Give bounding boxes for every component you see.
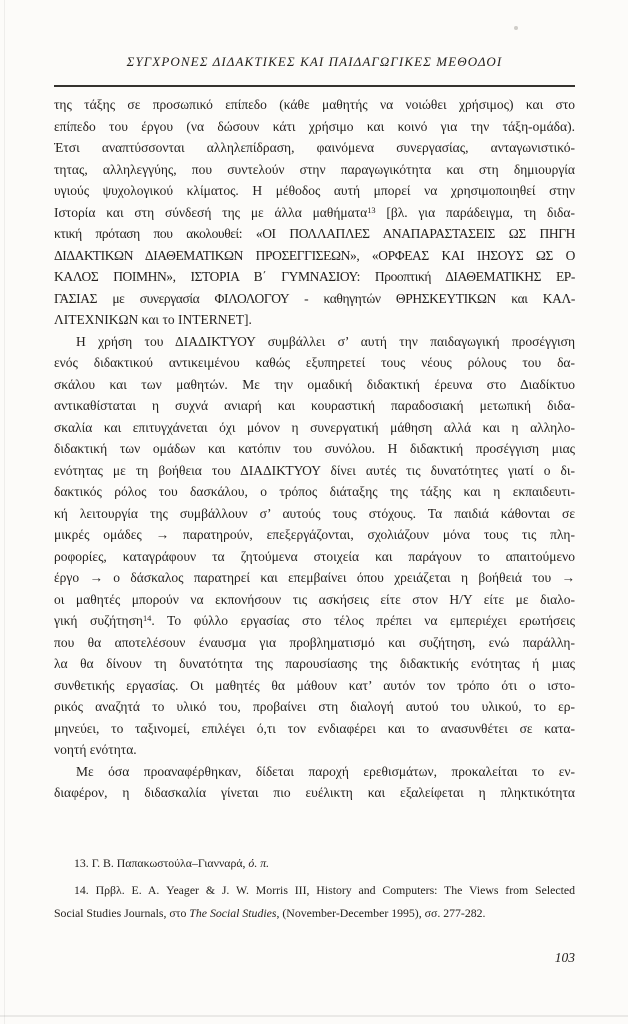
footnote-text: The Social Studies: [189, 906, 277, 920]
body-line: [54, 524, 575, 546]
body-text: ροφορίες, καταγράφουν τα ζητούμενα στοιχεία και παράγουν το απαιτούμενο: [54, 548, 575, 564]
footnote-line: [54, 902, 575, 925]
body-text: Έτσι αναπτύσσονται αλληλεπίδραση, φαινόμενα συνεργασίας, ανταγωνιστικό-: [54, 140, 575, 155]
footnote-ref: 14: [142, 614, 152, 624]
body-text: ΚΑΛΟΣ ΠΟΙΜΗΝ», ΙΣΤΟΡΙΑ Β΄ ΓΥΜΝΑΣΙΟΥ: Προοπτική ΔΙΑΘΕΜΑΤΙΚΗΣ ΕΡ-: [54, 269, 575, 284]
body-line: [54, 94, 575, 116]
body-text: της τάξης σε προσωπικό επίπεδο (κάθε μαθητής να νοιώθει χρήσιμος) και στο: [54, 97, 575, 112]
body-text: . Το φύλλο εργασίας στο τέλος πρέπει να εμπεριέχει ερωτήσεις: [151, 613, 575, 628]
body-line: [54, 352, 575, 374]
footnote-ref: 13: [367, 205, 376, 215]
body-line: [54, 589, 575, 611]
body-text: κτική πρόταση που ακολουθεί: «ΟΙ ΠΟΛΛΑΠΛΕΣ ΑΝΑΠΑΡΑΣΤΑΣΕΙΣ ΩΣ ΠΗΓΗ: [54, 226, 575, 241]
body-line: [54, 374, 575, 396]
body-text: αντικαθίσταται η συχνά ανιαρή και κουραστική παραδοσιακή μετωπική διδα-: [54, 398, 575, 413]
body-line: [54, 266, 575, 288]
page-number: 103: [554, 950, 575, 965]
body-line: [54, 610, 575, 632]
body-text: που θα αποτελέσουν έναυσμα για προβληματισμό και συζήτηση, ενώ παράλλη-: [54, 634, 575, 650]
footnote-text: , (November-December 1995), σσ. 277-282.: [276, 906, 486, 920]
body-line: [54, 331, 575, 353]
body-text: γική συζήτηση: [54, 613, 143, 628]
body-line: [54, 481, 575, 503]
scan-speck: [514, 26, 518, 30]
body-text: νοητή ενότητα.: [54, 742, 137, 757]
body-text: Με όσα προαναφέρθηκαν, δίδεται παροχή ερεθισμάτων, προκαλείται το εν-: [76, 763, 575, 779]
body-text: υγιούς ψυχολογικού κλίματος. Η μέθοδος αυτή μπορεί να χρησιμοποιηθεί στην: [54, 183, 575, 198]
body-line: [54, 395, 575, 417]
body-text: σκαλία και επιτυγχάνεται όχι μόνον η συνεργατική μάθηση αλλά και η αλληλο-: [54, 419, 575, 435]
body-line: [54, 503, 575, 525]
body-text: διδακτική των ομάδων και κατόπιν του συνόλου. Η διδακτική προσέγγιση μιας: [54, 441, 575, 456]
body-line: [54, 288, 575, 310]
body-text: Ιστορία και στη σύνδεσή της με άλλα μαθήματα: [54, 204, 368, 220]
body-text: ενότητας με τη βοήθεια του ΔΙΑΔΙΚΤΥΟΥ δίνει αυτές τις δυνατότητες γιατί ο δι-: [54, 462, 575, 478]
body-line: [54, 137, 575, 159]
scan-edge-left: [4, 0, 5, 1024]
header-rule: [54, 85, 575, 87]
body-text: ρικός αναζητά το υλικό του, προβαίνει στη διαλογή αυτού του υλικού, το ερ-: [54, 699, 575, 714]
body-line: [54, 761, 575, 783]
footnotes-block: [54, 852, 575, 925]
body-text: ενός διδακτικού αντικειμένου καθώς εξυπηρετεί τους νέους ρόλους του δα-: [54, 355, 575, 370]
body-line: [54, 567, 575, 589]
body-text: Η χρήση του ΔΙΑΔΙΚΤΥΟΥ συμβάλλει σ’ αυτή την παιδαγωγική προσέγγιση: [76, 333, 575, 349]
body-text: οι μαθητές μπορούν να εκπονήσουν τις ασκήσεις είτε στον Η/Υ είτε με διαλο-: [54, 591, 575, 607]
body-line: [54, 739, 575, 761]
body-text: ΛΙΤΕΧΝΙΚΩΝ και το INTERNET].: [54, 312, 252, 327]
body-text-block: [54, 94, 575, 804]
body-line: [54, 460, 575, 482]
body-line: [54, 675, 575, 697]
body-line: [54, 417, 575, 439]
footnote-text: Social Studies Journals, στο: [54, 906, 190, 920]
body-text: διαφέρον, η διδασκαλία γίνεται πιο ευέλικτη και εξαλείφεται η πληκτικότητα: [54, 785, 575, 800]
body-line: [54, 116, 575, 138]
body-text: συνθετικής εργασίας. Οι μαθητές θα μάθουν κατ’ αυτόν τον τρόπο ότι ο ιστο-: [54, 677, 575, 693]
body-line: [54, 632, 575, 654]
body-text: μικρές ομάδες → παρατηρούν, επεξεργάζονται, σχολιάζουν μόνα τους τις πλη-: [54, 527, 575, 542]
body-text: λα θα δίνουν τη δυνατότητα της παρουσίασης της διδακτικής ενότητας ή μιας: [54, 656, 575, 671]
body-text: κή λειτουργία της συμβάλλουν σ’ αυτούς τους στόχους. Τα παιδιά κάθονται σε: [54, 505, 575, 521]
body-text: [βλ. για παράδειγμα, τη διδα-: [375, 204, 575, 220]
body-line: [54, 159, 575, 181]
body-text: μηνεύει, το ταξινομεί, επιλέγει ό,τι τον ενδιαφέρει και το ανασυνθέτει σε κατα-: [54, 720, 575, 736]
body-text: επίπεδο του έργου (να δώσουν κάτι χρήσιμο και κοινό για την τάξη-ομάδα).: [54, 118, 575, 134]
body-text: σκάλου και των μαθητών. Με την ομαδική διδακτική έρευνα στο Διαδίκτυο: [54, 376, 575, 392]
body-line: [54, 782, 575, 804]
body-line: [54, 653, 575, 675]
running-head: ΣΥΓΧΡΟΝΕΣ ΔΙΔΑΚΤΙΚΕΣ ΚΑΙ ΠΑΙΔΑΓΩΓΙΚΕΣ ΜΕΘΟΔΟΙ: [126, 54, 503, 69]
body-line: [54, 180, 575, 202]
footnote-line: [54, 879, 575, 902]
body-line: [54, 546, 575, 568]
body-text: δακτικός ρόλος του δασκάλου, ο τρόπος διάταξης της τάξης και η εκπαιδευτι-: [54, 484, 575, 499]
body-line: [54, 438, 575, 460]
footnote-text: 14. Πρβλ. Ε. Α. Yeager & J. W. Morris III, History and Computers: The Views from Selected: [74, 883, 575, 897]
scan-edge-bottom: [0, 1015, 628, 1017]
body-line: [54, 245, 575, 267]
body-line: [54, 309, 575, 331]
body-line: [54, 718, 575, 740]
body-text: ΓΑΣΙΑΣ με συνεργασία ΦΙΛΟΛΟΓΟΥ - καθηγητών ΘΡΗΣΚΕΥΤΙΚΩΝ και ΚΑΛ-: [54, 290, 575, 306]
footnote-line: [54, 852, 575, 875]
body-text: έργο → ο δάσκαλος παρατηρεί και επεμβαίνει όπου χρειάζεται η βοήθειά του →: [54, 570, 575, 585]
body-text: ΔΙΔΑΚΤΙΚΩΝ ΔΙΑΘΕΜΑΤΙΚΩΝ ΠΡΟΣΕΓΓΙΣΕΩΝ», «ΟΡΦΕΑΣ ΚΑΙ ΙΗΣΟΥΣ ΩΣ Ο: [54, 247, 575, 263]
body-line: [54, 223, 575, 245]
footnote-text: 13. Γ. Β. Παπακωστούλα–Γιανναρά,: [74, 856, 249, 870]
body-line: [54, 202, 575, 224]
body-line: [54, 696, 575, 718]
footnote-text: ό. π.: [248, 856, 270, 870]
body-text: τητας, αλληλεγγύης, που συντελούν στην παραγωγικότητα και στη δημιουργία: [54, 161, 575, 177]
